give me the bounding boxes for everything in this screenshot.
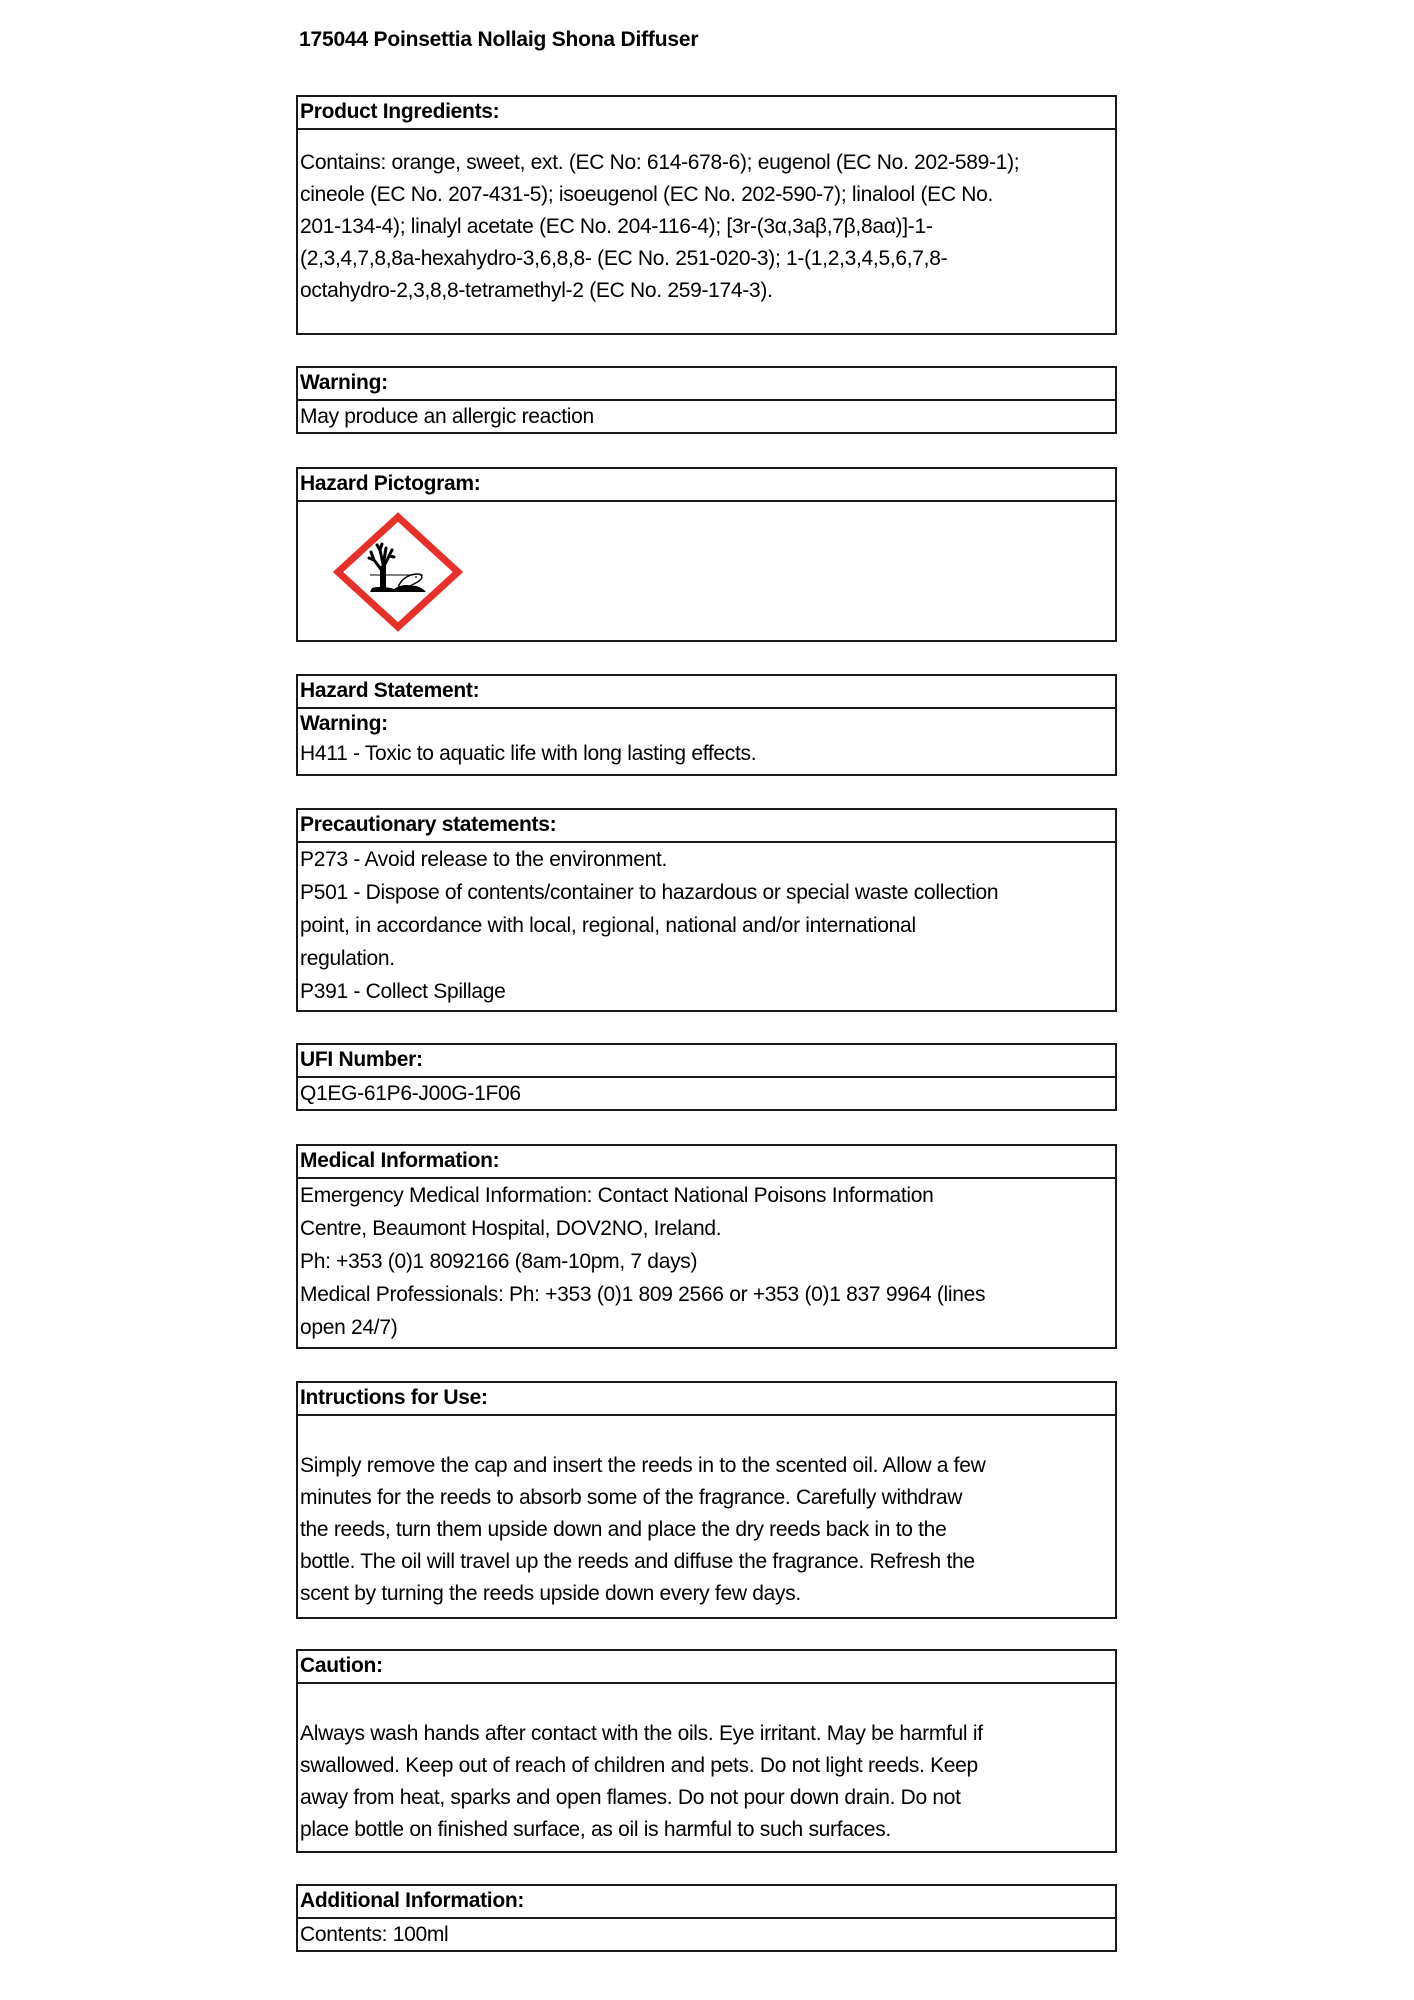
- additional-heading: Additional Information:: [298, 1886, 1115, 1919]
- precautionary-section: [296, 808, 1117, 1012]
- ufi-value: Q1EG-61P6-J00G-1F06: [300, 1082, 521, 1105]
- medical-heading: Medical Information:: [298, 1146, 1115, 1179]
- ufi-section: [296, 1043, 1117, 1111]
- medical-line: open 24/7): [300, 1316, 398, 1339]
- ingredients-line: (2,3,4,7,8,8a-hexahydro-3,6,8,8- (EC No. 251-020-3); 1-(1,2,3,4,5,6,7,8-: [300, 247, 948, 270]
- precautionary-line: P273 - Avoid release to the environment.: [300, 848, 668, 871]
- ingredients-line: octahydro-2,3,8,8-tetramethyl-2 (EC No. 259-174-3).: [300, 279, 773, 302]
- precautionary-body: [298, 843, 1115, 1008]
- instructions-heading: Intructions for Use:: [298, 1383, 1115, 1416]
- ingredients-heading: Product Ingredients:: [298, 97, 1115, 130]
- instructions-line: Simply remove the cap and insert the reeds in to the scented oil. Allow a few: [300, 1454, 986, 1477]
- medical-line: Medical Professionals: Ph: +353 (0)1 809 2566 or +353 (0)1 837 9964 (lines: [300, 1283, 986, 1306]
- instructions-line: the reeds, turn them upside down and place the dry reeds back in to the: [300, 1518, 947, 1541]
- ingredients-line: cineole (EC No. 207-431-5); isoeugenol (EC No. 202-590-7); linalool (EC No.: [300, 183, 994, 206]
- ingredients-line: Contains: orange, sweet, ext. (EC No: 614-678-6); eugenol (EC No. 202-589-1);: [300, 151, 1020, 174]
- medical-body: [298, 1179, 1115, 1344]
- instructions-body: [298, 1416, 1115, 1610]
- medical-line: Ph: +353 (0)1 8092166 (8am-10pm, 7 days): [300, 1250, 698, 1273]
- hazard-statement-heading: Hazard Statement:: [298, 676, 1115, 709]
- hazard-statement-text: H411 - Toxic to aquatic life with long lasting effects.: [300, 742, 757, 765]
- ghs09-environment-hazard-icon: [328, 512, 468, 632]
- pictogram-body: [298, 502, 1115, 640]
- warning-heading: Warning:: [298, 368, 1115, 401]
- precautionary-heading: Precautionary statements:: [298, 810, 1115, 843]
- caution-body: [298, 1684, 1115, 1846]
- instructions-line: minutes for the reeds to absorb some of the fragrance. Carefully withdraw: [300, 1486, 963, 1509]
- instructions-line: scent by turning the reeds upside down every few days.: [300, 1582, 801, 1605]
- caution-section: [296, 1649, 1117, 1853]
- hazard-statement-section: [296, 674, 1117, 776]
- warning-text: May produce an allergic reaction: [300, 405, 594, 428]
- instructions-line: bottle. The oil will travel up the reeds and diffuse the fragrance. Refresh the: [300, 1550, 975, 1573]
- instructions-section: [296, 1381, 1117, 1619]
- medical-line: Centre, Beaumont Hospital, DOV2NO, Ireland.: [300, 1217, 722, 1240]
- document-title: 175044 Poinsettia Nollaig Shona Diffuser: [299, 28, 699, 51]
- caution-line: away from heat, sparks and open flames. Do not pour down drain. Do not: [300, 1786, 961, 1809]
- precautionary-line: P501 - Dispose of contents/container to hazardous or special waste collection: [300, 881, 999, 904]
- precautionary-line: regulation.: [300, 947, 395, 970]
- medical-section: [296, 1144, 1117, 1349]
- ufi-heading: UFI Number:: [298, 1045, 1115, 1078]
- caution-line: swallowed. Keep out of reach of children and pets. Do not light reeds. Keep: [300, 1754, 978, 1777]
- precautionary-line: point, in accordance with local, regional, national and/or international: [300, 914, 916, 937]
- pictogram-heading: Hazard Pictogram:: [298, 469, 1115, 502]
- medical-line: Emergency Medical Information: Contact National Poisons Information: [300, 1184, 934, 1207]
- additional-text: Contents: 100ml: [300, 1923, 449, 1946]
- ingredients-body: [298, 130, 1115, 307]
- caution-line: place bottle on finished surface, as oil is harmful to such surfaces.: [300, 1818, 891, 1841]
- warning-section: [296, 366, 1117, 434]
- caution-line: Always wash hands after contact with the oils. Eye irritant. May be harmful if: [300, 1722, 983, 1745]
- additional-section: [296, 1884, 1117, 1952]
- ingredients-line: 201-134-4); linalyl acetate (EC No. 204-116-4); [3r-(3α,3aβ,7β,8aα)]-1-: [300, 215, 933, 238]
- signal-word: Warning:: [300, 712, 388, 735]
- hazard-statement-body: [298, 709, 1115, 769]
- precautionary-line: P391 - Collect Spillage: [300, 980, 506, 1003]
- ingredients-section: [296, 95, 1117, 335]
- caution-heading: Caution:: [298, 1651, 1115, 1684]
- pictogram-section: [296, 467, 1117, 642]
